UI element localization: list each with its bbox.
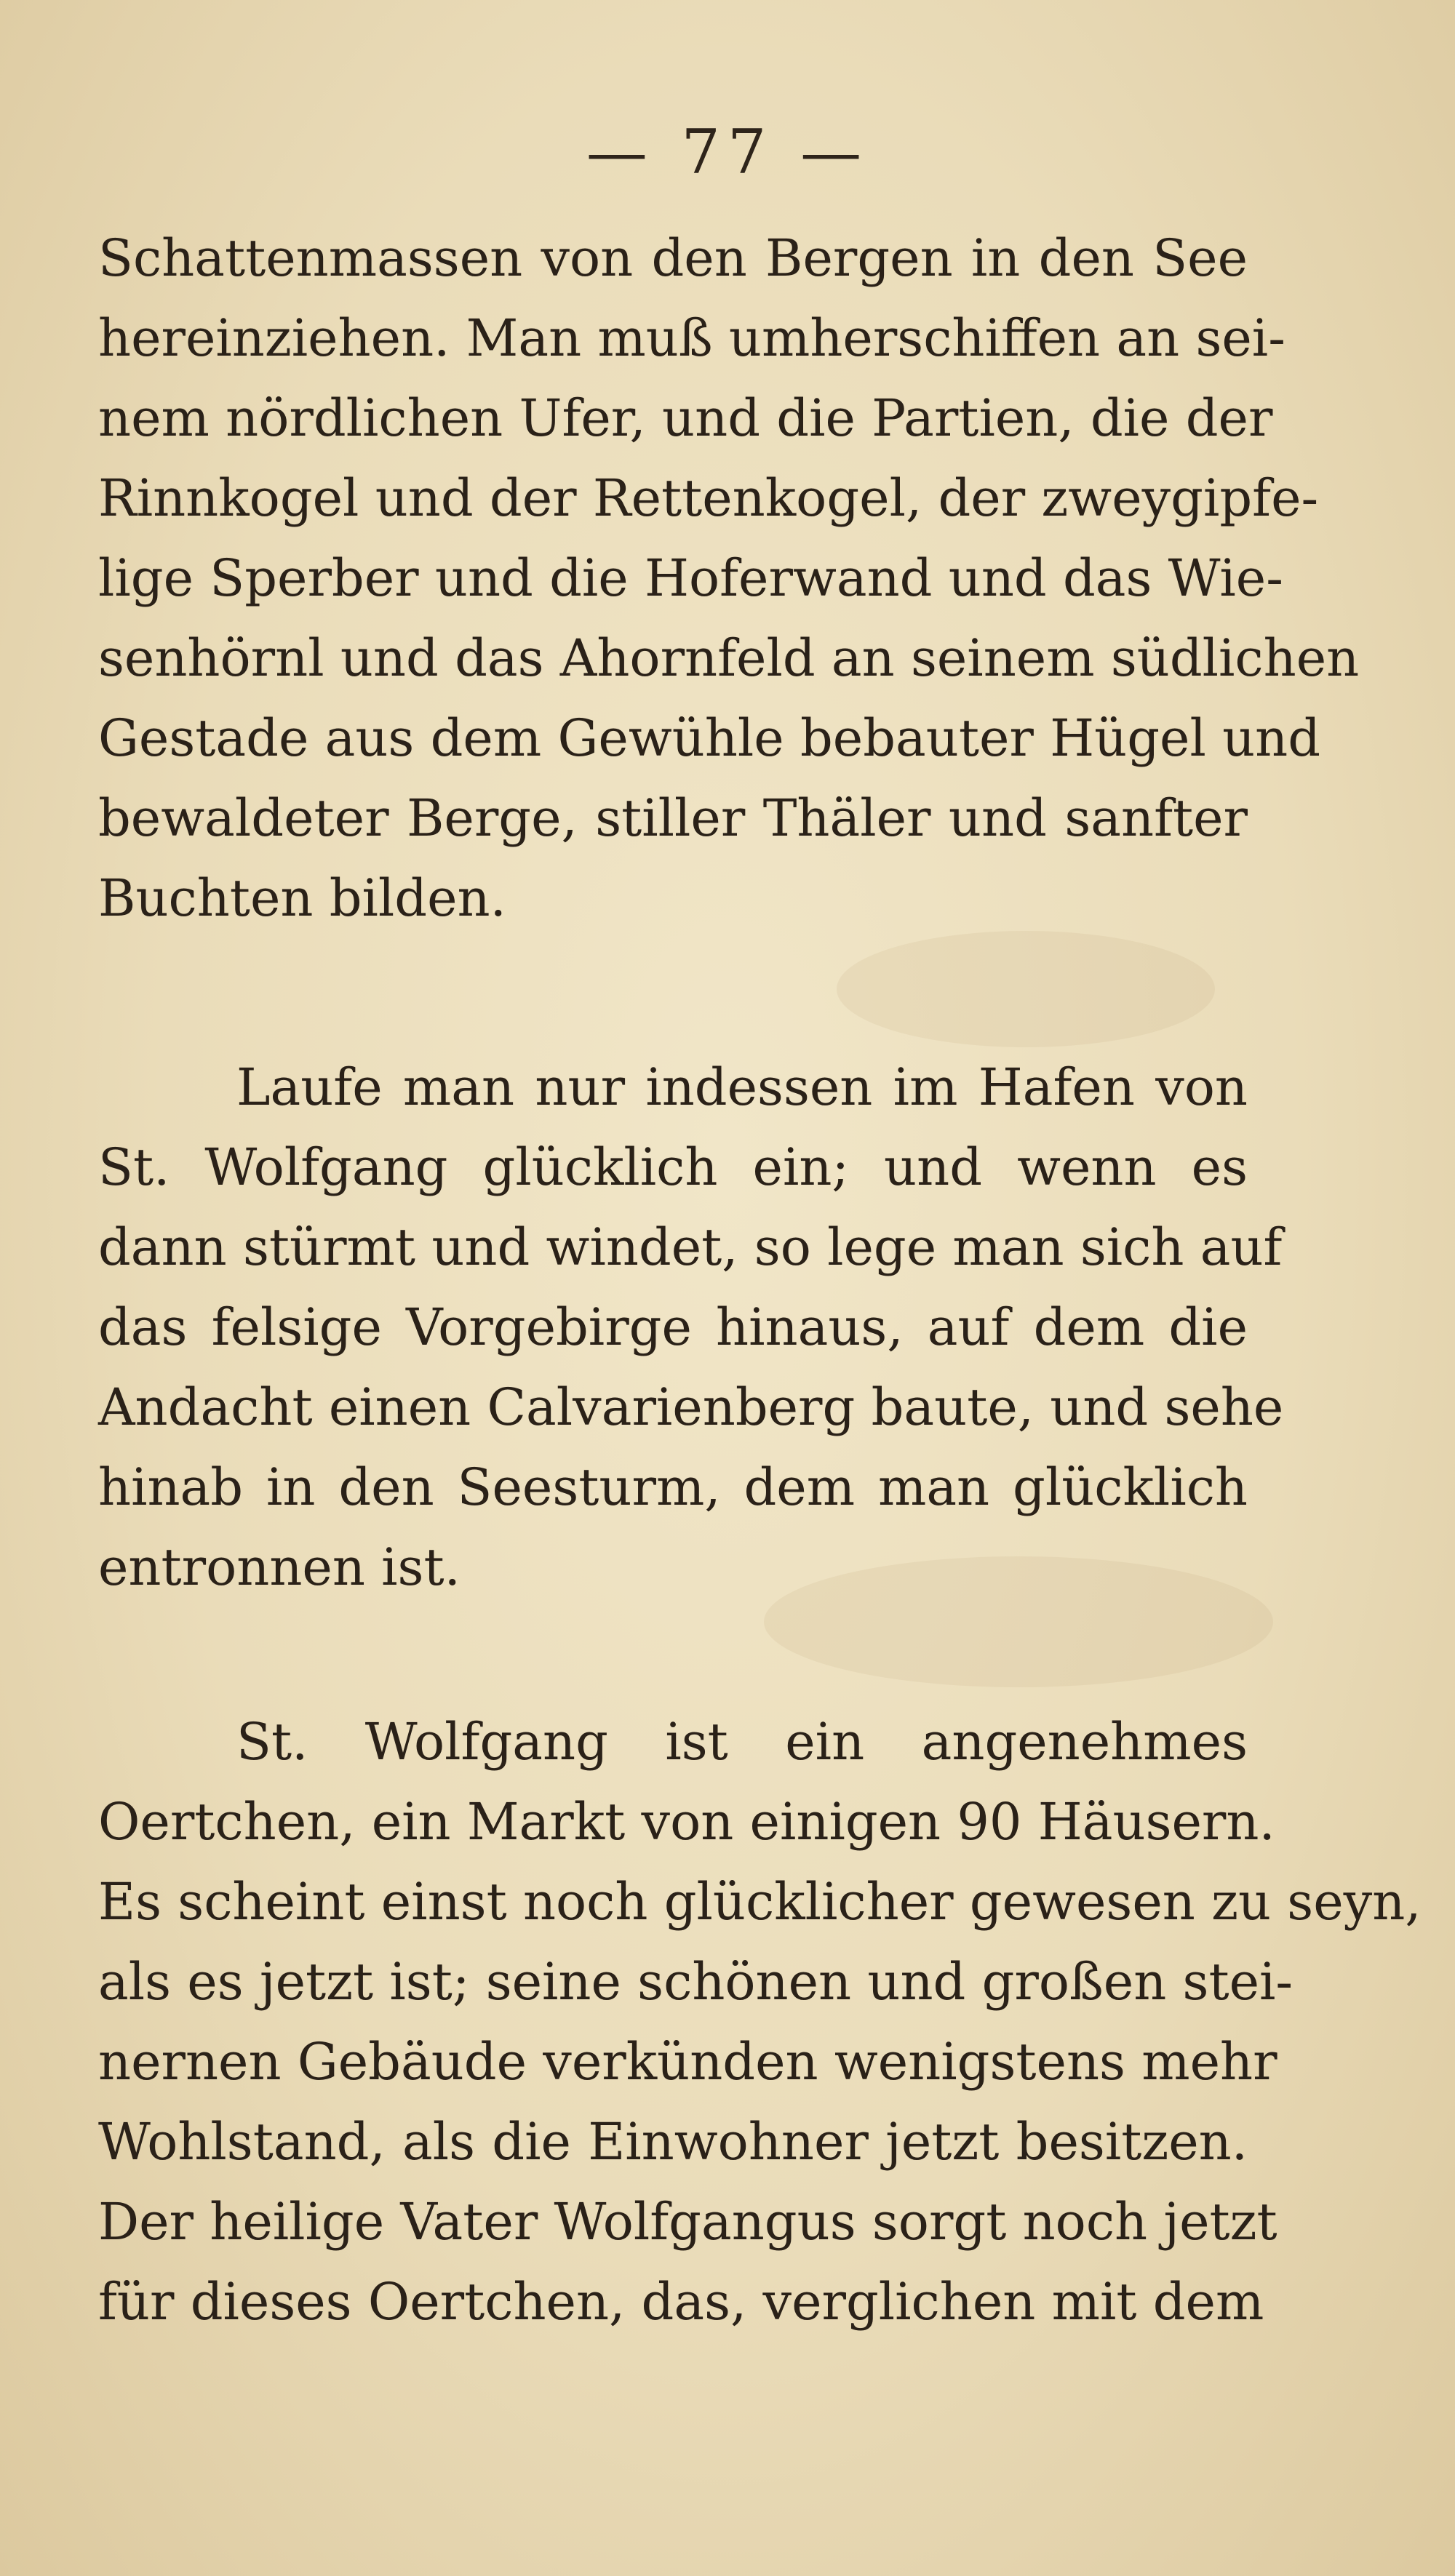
text-line: St. Wolfgang glücklich ein; und wenn es	[98, 1137, 1248, 1197]
page-number: — 77 —	[586, 116, 869, 188]
text-line: Der heilige Vater Wolfgangus sorgt noch jetzt	[98, 2192, 1277, 2252]
text-line: bewaldeter Berge, stiller Thäler und sanfter	[98, 788, 1248, 848]
text-line: das felsige Vorgebirge hinaus, auf dem die	[98, 1297, 1248, 1357]
paper-stain	[837, 931, 1215, 1047]
text-line: als es jetzt ist; seine schönen und großen stei-	[98, 1952, 1293, 2012]
text-line: Wohlstand, als die Einwohner jetzt besitzen.	[98, 2112, 1248, 2172]
text-line: nem nördlichen Ufer, und die Partien, die der	[98, 388, 1273, 448]
text-line: entronnen ist.	[98, 1537, 461, 1597]
text-line: Andacht einen Calvarienberg baute, und sehe	[98, 1377, 1284, 1437]
paragraph-1	[98, 218, 1360, 938]
text-line: für dieses Oertchen, das, verglichen mit dem	[98, 2272, 1264, 2332]
text-line: senhörnl und das Ahornfeld an seinem südlichen	[98, 628, 1360, 688]
text-line: Buchten bilden.	[98, 868, 506, 928]
paragraph-3	[98, 1702, 1422, 2342]
text-line: Laufe man nur indessen im Hafen von	[236, 1057, 1248, 1117]
text-line: Rinnkogel und der Rettenkogel, der zweygipfe-	[98, 468, 1319, 528]
text-line: Gestade aus dem Gewühle bebauter Hügel und	[98, 708, 1321, 768]
text-line: dann stürmt und windet, so lege man sich auf	[98, 1217, 1283, 1277]
paragraph-2	[98, 1047, 1284, 1607]
text-line: Es scheint einst noch glücklicher gewesen zu seyn,	[98, 1872, 1422, 1932]
text-line: hereinziehen. Man muß umherschiffen an sei-	[98, 308, 1285, 368]
text-line: hinab in den Seesturm, dem man glücklich	[98, 1457, 1248, 1517]
text-line: lige Sperber und die Hoferwand und das Wie-	[98, 548, 1283, 608]
text-line: St. Wolfgang ist ein angenehmes	[236, 1712, 1248, 1772]
text-line: nernen Gebäude verkünden wenigstens mehr	[98, 2032, 1277, 2092]
text-line: Schattenmassen von den Bergen in den See	[98, 228, 1248, 288]
text-line: Oertchen, ein Markt von einigen 90 Häusern.	[98, 1792, 1275, 1852]
